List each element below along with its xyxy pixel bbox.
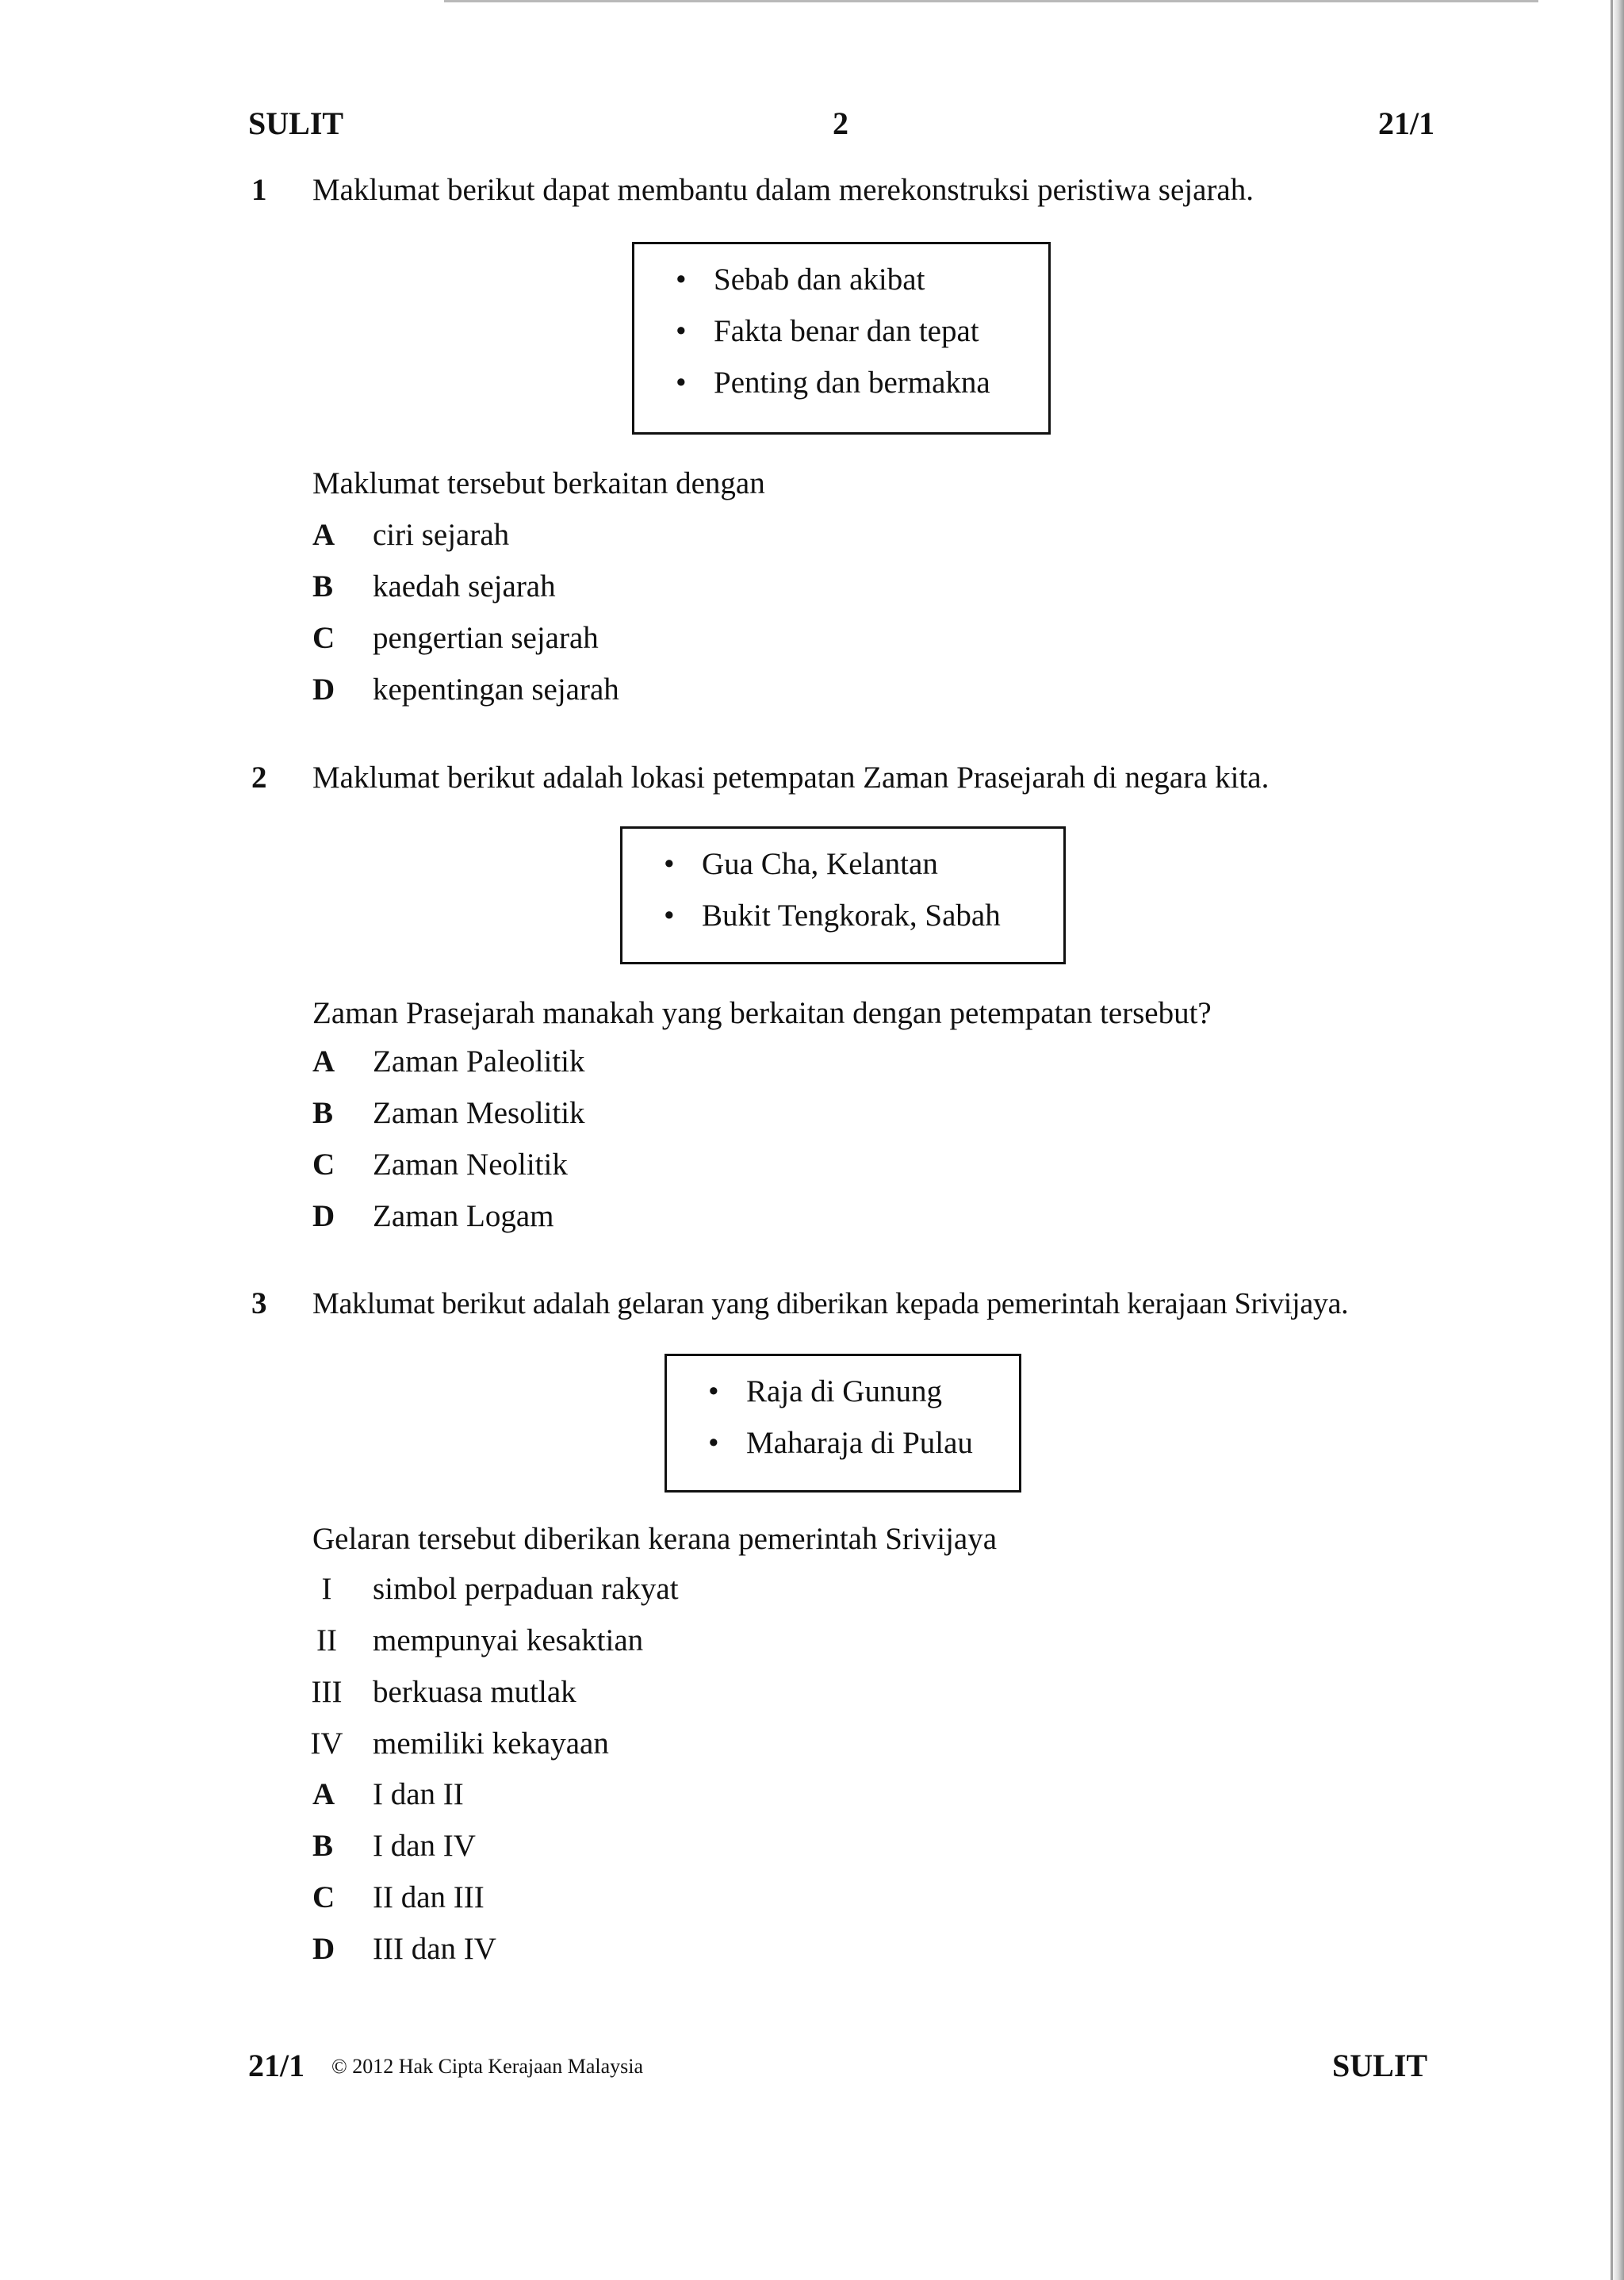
statement-item: I simbol perpaduan rakyat [321, 1572, 679, 1606]
answer-option[interactable]: A Zaman Paleolitik [312, 1044, 585, 1079]
question-number: 3 [251, 1286, 267, 1320]
scan-edge-line [1611, 0, 1613, 2280]
statement-item: III berkuasa mutlak [311, 1675, 576, 1709]
bullet-icon: • [664, 899, 675, 933]
info-box-item: • Gua Cha, Kelantan [622, 838, 1063, 890]
question-stem: Maklumat berikut adalah lokasi petempatan Zaman Prasejarah di negara kita. [312, 761, 1270, 795]
page-number: 2 [833, 105, 848, 141]
info-box-item: • Sebab dan akibat [634, 254, 1048, 305]
scan-edge-shadow [1611, 0, 1624, 2280]
answer-option[interactable]: A ciri sejarah [312, 518, 510, 552]
question-number: 1 [251, 173, 267, 207]
info-box-item: • Fakta benar dan tepat [634, 305, 1048, 357]
footer-paper-code: 21/1 [248, 2048, 305, 2083]
answer-option[interactable]: B kaedah sejarah [312, 569, 556, 604]
answer-option[interactable]: D III dan IV [312, 1932, 496, 1966]
answer-option[interactable]: C II dan III [312, 1880, 485, 1914]
answer-option[interactable]: C Zaman Neolitik [312, 1148, 568, 1182]
answer-option[interactable]: D kepentingan sejarah [312, 673, 619, 707]
question-prompt: Zaman Prasejarah manakah yang berkaitan dengan petempatan tersebut? [312, 996, 1212, 1030]
question-prompt: Maklumat tersebut berkaitan dengan [312, 466, 765, 500]
answer-option[interactable]: B I dan IV [312, 1829, 476, 1863]
scan-edge-top [444, 0, 1538, 2]
answer-option[interactable]: C pengertian sejarah [312, 621, 599, 655]
info-box-item: • Raja di Gunung [667, 1366, 1019, 1417]
info-box-item: • Penting dan bermakna [634, 357, 1048, 408]
bullet-icon: • [676, 314, 687, 348]
question-stem: Maklumat berikut adalah gelaran yang diberikan kepada pemerintah kerajaan Srivijaya. [312, 1287, 1349, 1320]
question-number: 2 [251, 761, 267, 795]
bullet-icon: • [676, 366, 687, 400]
bullet-icon: • [708, 1426, 719, 1460]
bullet-icon: • [708, 1374, 719, 1408]
answer-option[interactable]: A I dan II [312, 1777, 464, 1811]
answer-option[interactable]: D Zaman Logam [312, 1199, 554, 1233]
question-prompt: Gelaran tersebut diberikan kerana pemerintah Srivijaya [312, 1522, 998, 1556]
info-box [632, 242, 1051, 435]
footer-copyright: © 2012 Hak Cipta Kerajaan Malaysia [331, 2055, 644, 2078]
header-classification: SULIT [248, 105, 344, 141]
statement-item: IV memiliki kekayaan [310, 1726, 609, 1761]
bullet-icon: • [664, 847, 675, 881]
info-box [665, 1354, 1021, 1493]
paper-code: 21/1 [1378, 105, 1435, 141]
info-box [620, 826, 1066, 964]
answer-option[interactable]: B Zaman Mesolitik [312, 1096, 585, 1130]
bullet-icon: • [676, 262, 687, 297]
footer-classification: SULIT [1332, 2048, 1428, 2083]
info-box-item: • Maharaja di Pulau [667, 1417, 1019, 1469]
statement-item: II mempunyai kesaktian [316, 1623, 644, 1657]
info-box-item: • Bukit Tengkorak, Sabah [622, 890, 1063, 941]
question-stem: Maklumat berikut dapat membantu dalam merekonstruksi peristiwa sejarah. [312, 173, 1254, 207]
